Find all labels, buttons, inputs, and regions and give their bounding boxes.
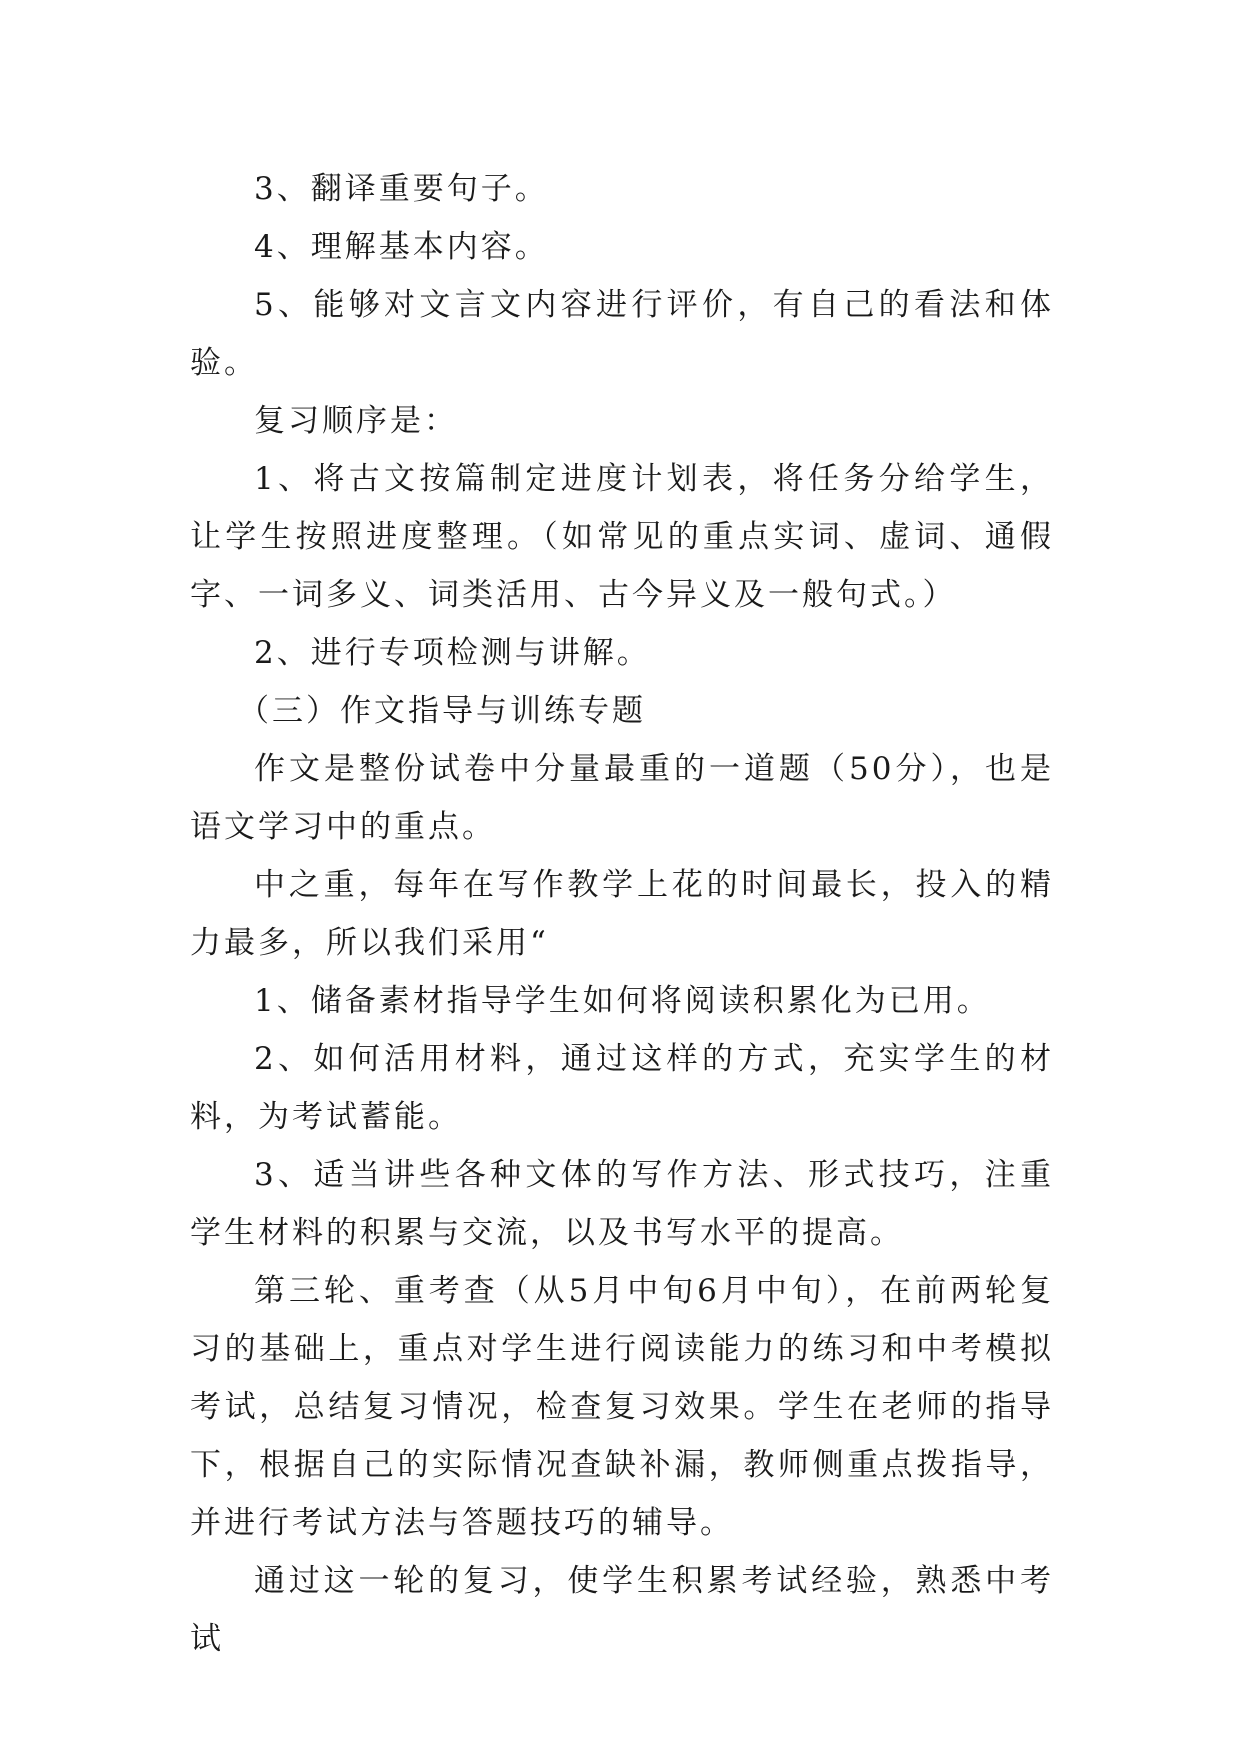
paragraph-composition-step-3: 3、适当讲些各种文体的写作方法、形式技巧，注重学生材料的积累与交流，以及书写水平的提高。 [190,1157,1054,1251]
paragraph-review-step-1: 1、将古文按篇制定进度计划表，将任务分给学生，让学生按照进度整理。（如常见的重点实词、虚词、通假字、一词多义、词类活用、古今异义及一般句式。） [190,461,1054,613]
paragraph-item-5: 5、能够对文言文内容进行评价，有自己的看法和体验。 [190,287,1054,381]
paragraph-third-round-summary: 通过这一轮的复习，使学生积累考试经验，熟悉中考试 [190,1563,1054,1657]
paragraph-third-round: 第三轮、重考查（从5月中旬6月中旬），在前两轮复习的基础上，重点对学生进行阅读能力的练习和中考模拟考试，总结复习情况，检查复习效果。学生在老师的指导下，根据自己的实际情况查缺补漏，教师侧重点拨指导，并进行考试方法与答题技巧的辅导。 [190,1273,1054,1541]
paragraph-item-4: 4、理解基本内容。 [254,229,549,265]
paragraph-review-step-2: 2、进行专项检测与讲解。 [254,635,651,671]
paragraph-composition-step-1: 1、储备素材指导学生如何将阅读积累化为已用。 [254,983,991,1019]
paragraph-composition-intro: 作文是整份试卷中分量最重的一道题（50分），也是语文学习中的重点。 [190,751,1054,845]
section-heading-composition: （三）作文指导与训练专题 [238,693,646,729]
paragraph-composition-focus: 中之重，每年在写作教学上花的时间最长，投入的精力最多，所以我们采用“ [190,867,1054,961]
document-body [190,160,1054,1668]
paragraph-review-order-heading: 复习顺序是： [254,403,458,439]
paragraph-composition-step-2: 2、如何活用材料，通过这样的方式，充实学生的材料，为考试蓄能。 [190,1041,1054,1135]
paragraph-item-3: 3、翻译重要句子。 [254,171,549,207]
